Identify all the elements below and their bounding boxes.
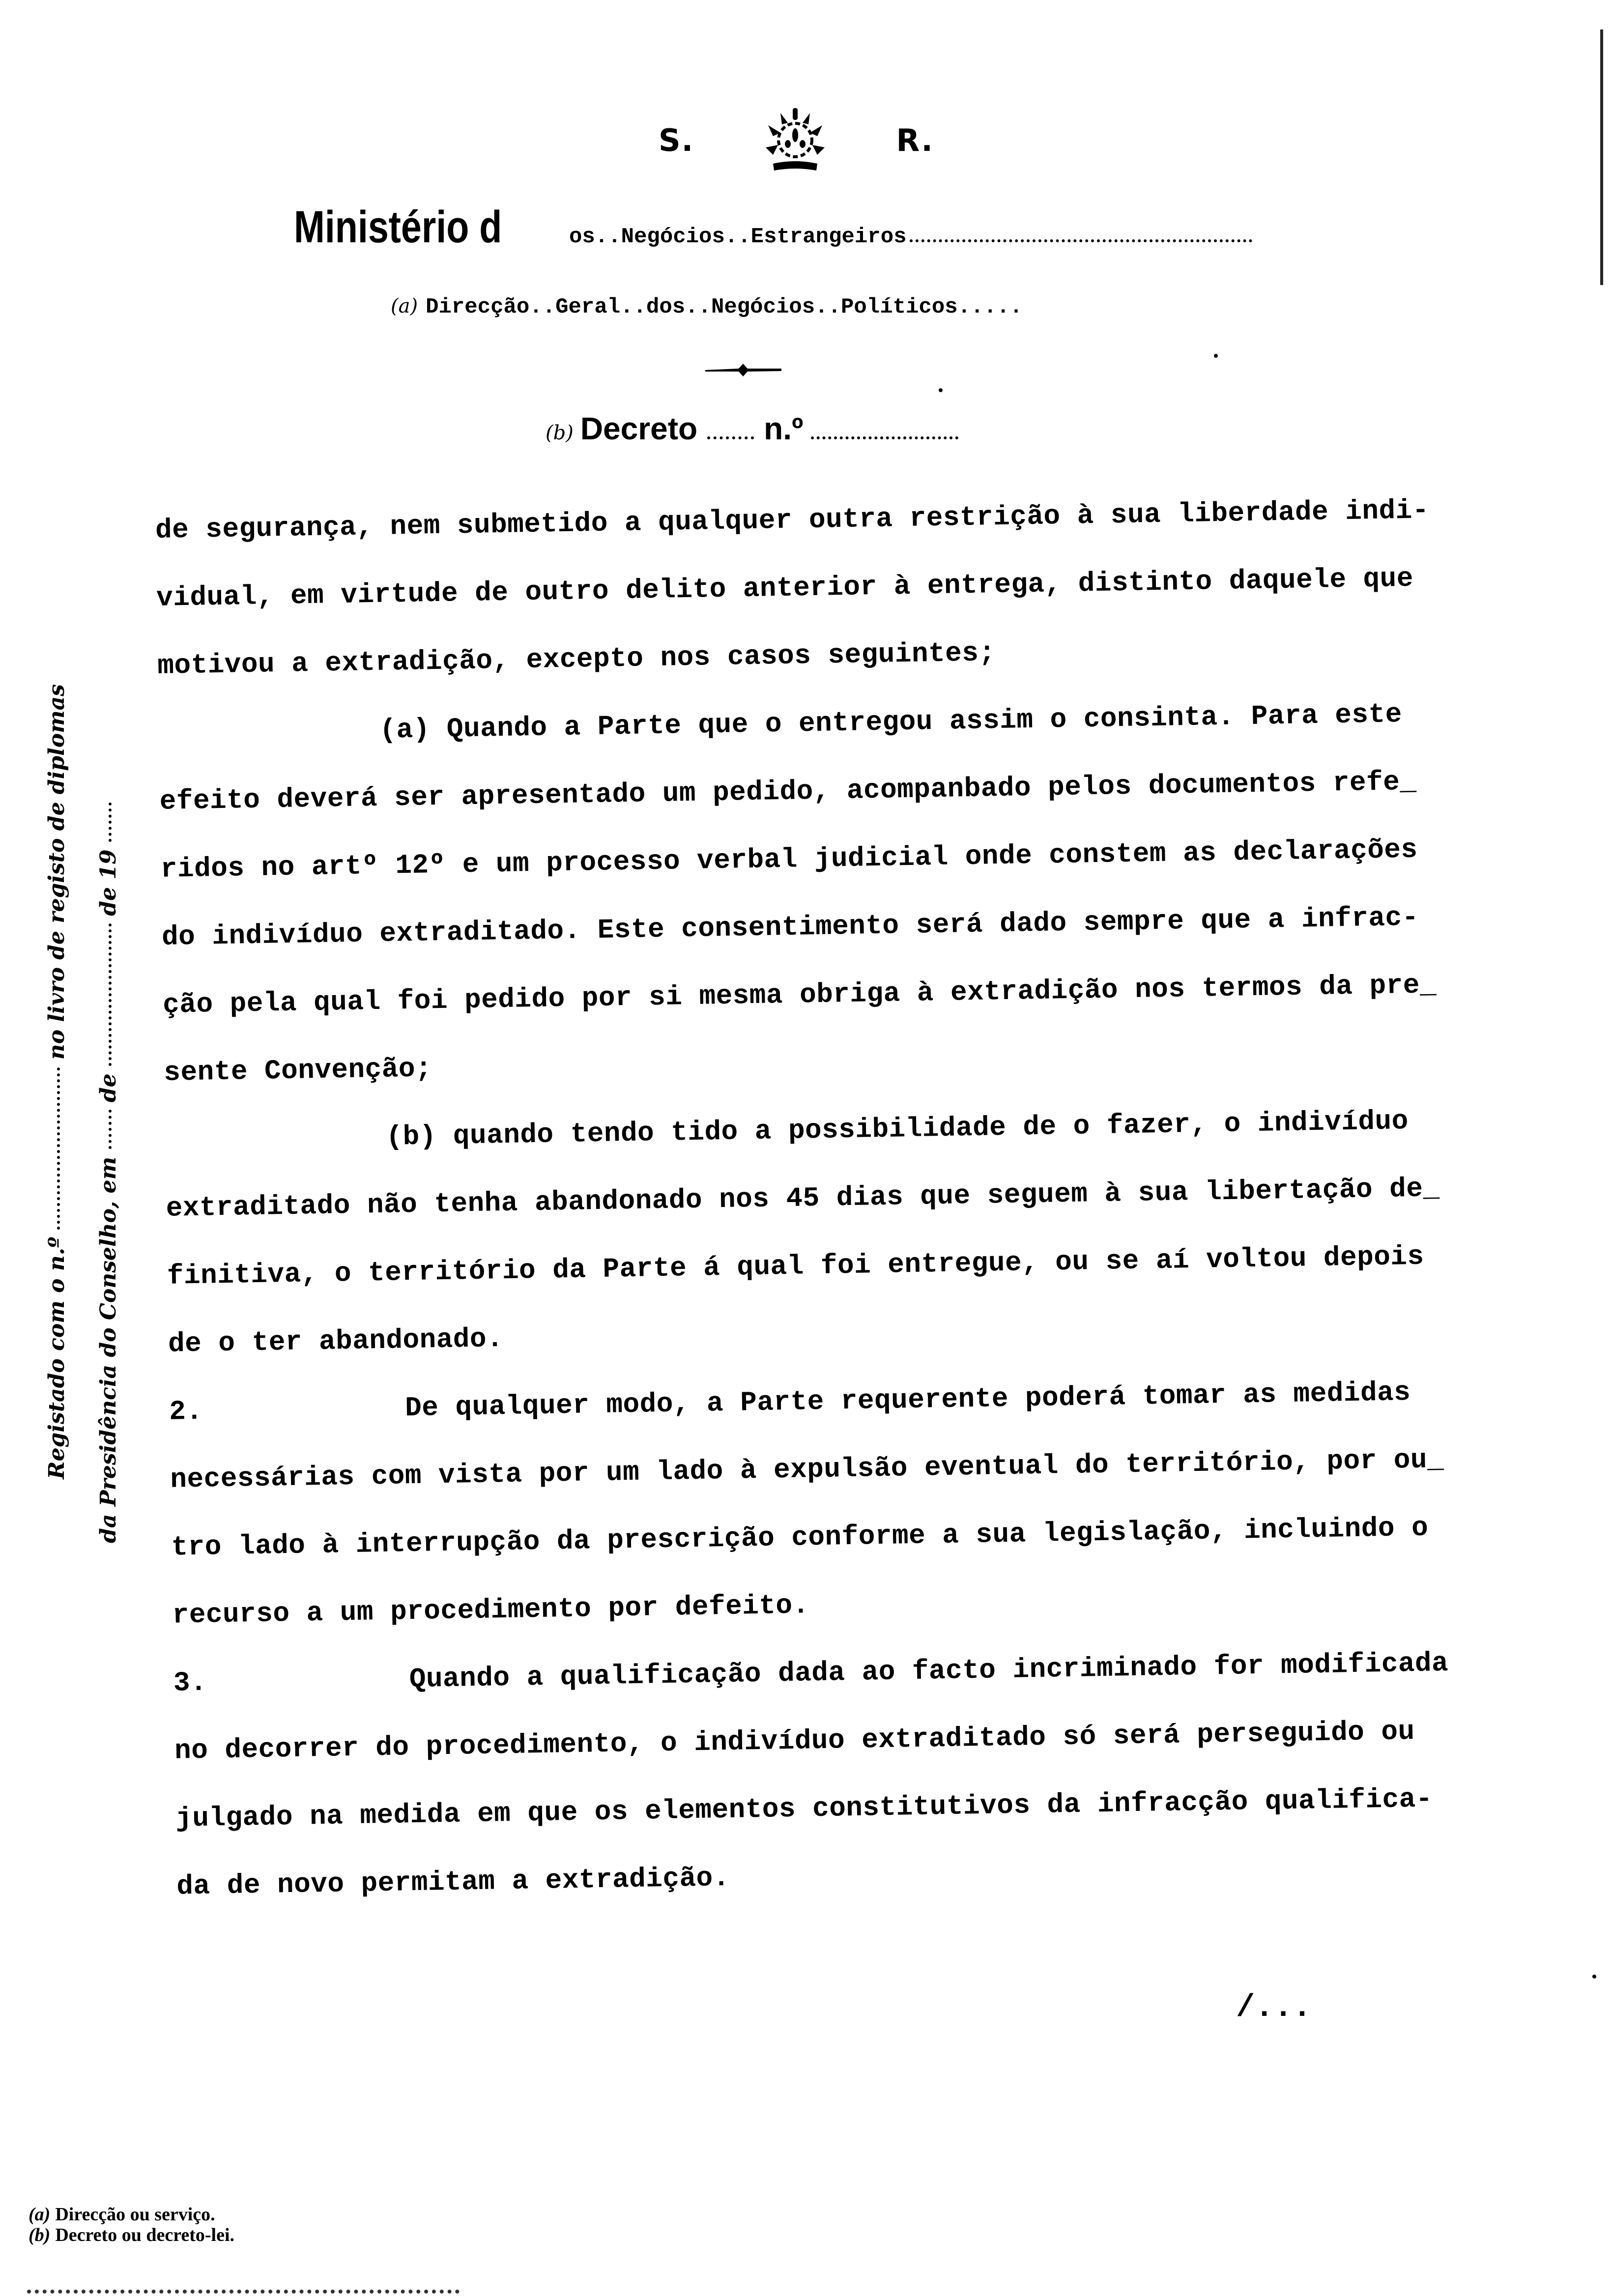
direccao-field: Direcção..Geral..dos..Negócios..Políticos..... <box>426 295 1023 319</box>
footnote-a <box>29 2204 234 2225</box>
direccao-line <box>391 295 1023 319</box>
body-line: julgado na medida em que os elementos constitutivos da infracção qualifica- <box>175 1783 1433 1835</box>
crest-right-letter: R. <box>896 122 934 158</box>
footnote-text: Direcção ou serviço. <box>55 2204 215 2225</box>
clause-a-start: (a) Quando a Parte que o entregou assim o consinta. Para este <box>379 698 1403 746</box>
side-registration-line-2 <box>96 803 121 1543</box>
printer-imprint-cutoff <box>27 2283 460 2294</box>
clause-b-start: (b) quando tendo tido a possibilidade de o fazer, o indivíduo <box>386 1105 1409 1153</box>
body-line: extraditado não tenha abandonado nos 45 dias que seguem à sua libertação de_ <box>166 1173 1440 1224</box>
side-text: de <box>96 1073 121 1103</box>
body-line: no decorrer do procedimento, o indivíduo extraditado só será perseguido ou <box>174 1716 1415 1767</box>
body-line-text: Quando a qualificação dada ao facto incriminado for modificada <box>409 1647 1449 1695</box>
scan-edge <box>1600 29 1603 285</box>
decreto-mark: (b) <box>546 422 574 444</box>
document-body <box>155 475 1563 1921</box>
numero-label: n.º <box>764 411 804 446</box>
side-text: no livro de registo de diplomas <box>44 684 69 1060</box>
scan-speck <box>939 388 943 392</box>
paragraph-number: 3. <box>173 1666 207 1699</box>
side-blank <box>109 923 112 1066</box>
direccao-mark: (a) <box>391 295 418 317</box>
body-line: finitiva, o território da Parte á qual foi entregue, ou se aí voltou depois <box>167 1240 1425 1292</box>
paragraph-number: 2. <box>169 1395 203 1428</box>
decreto-label: Decreto <box>580 411 698 446</box>
body-line: recurso a um procedimento por defeito. <box>172 1589 810 1631</box>
body-line: motivou a extradição, excepto nos casos seguintes; <box>157 637 996 682</box>
side-blank <box>109 803 112 842</box>
body-line: de o ter abandonado. <box>168 1323 504 1360</box>
footnotes <box>29 2204 234 2245</box>
decreto-line <box>546 410 958 447</box>
ministry-dotted-line <box>910 234 1252 242</box>
body-line: ridos no artº 12º e um processo verbal judicial onde constem as declarações <box>160 833 1418 885</box>
continuation-mark: /... <box>1236 1990 1312 2026</box>
crest-left-letter: S. <box>659 122 694 158</box>
decreto-type-blank <box>707 436 754 439</box>
footnote-text: Decreto ou decreto-lei. <box>55 2225 235 2245</box>
body-line: tro lado à interrupção da prescrição conforme a sua legislação, incluindo o <box>171 1512 1429 1563</box>
side-blank <box>109 1110 112 1149</box>
body-line: sente Convenção; <box>163 1053 432 1089</box>
letterhead-crest-row <box>659 106 934 174</box>
side-text: da Presidência do Conselho, em <box>96 1156 121 1543</box>
body-line: de segurança, nem submetido a qualquer outra restrição à sua liberdade indi- <box>155 494 1430 546</box>
body-line: do indivíduo extraditado. Este consentimento será dado sempre que a infrac- <box>161 901 1419 953</box>
body-line: necessárias com vista por um lado à expulsão eventual do território, por ou_ <box>170 1444 1444 1495</box>
decreto-number-blank <box>811 436 958 439</box>
side-blank <box>57 1067 60 1230</box>
ministry-line <box>294 201 1252 253</box>
footnote-mark: (a) <box>29 2204 51 2225</box>
side-text: Registado com o n.º <box>44 1236 69 1479</box>
body-line-text: De qualquer modo, a Parte requerente poderá tomar as medidas <box>404 1377 1411 1424</box>
footnote-b <box>29 2225 234 2245</box>
body-line: ção pela qual foi pedido por si mesma obriga à extradição nos termos da pre_ <box>162 969 1437 1021</box>
ministry-name-field: os..Negócios..Estrangeiros <box>569 225 907 249</box>
ministry-prefix: Ministério d <box>294 202 502 252</box>
divider-ornament-icon <box>705 364 781 376</box>
side-text: de 19 <box>96 849 121 916</box>
side-registration-line-1 <box>44 684 69 1479</box>
body-line: efeito deverá ser apresentado um pedido, acompanbado pelos documentos refe_ <box>159 766 1417 817</box>
scan-speck <box>1592 1975 1596 1979</box>
body-line: da de novo permitam a extradição. <box>176 1862 730 1902</box>
coat-of-arms-icon <box>753 106 837 174</box>
body-line: vidual, em virtude de outro delito anterior à entrega, distinto daquele que <box>156 562 1414 614</box>
scan-speck <box>1214 354 1218 358</box>
footnote-mark: (b) <box>29 2225 51 2245</box>
